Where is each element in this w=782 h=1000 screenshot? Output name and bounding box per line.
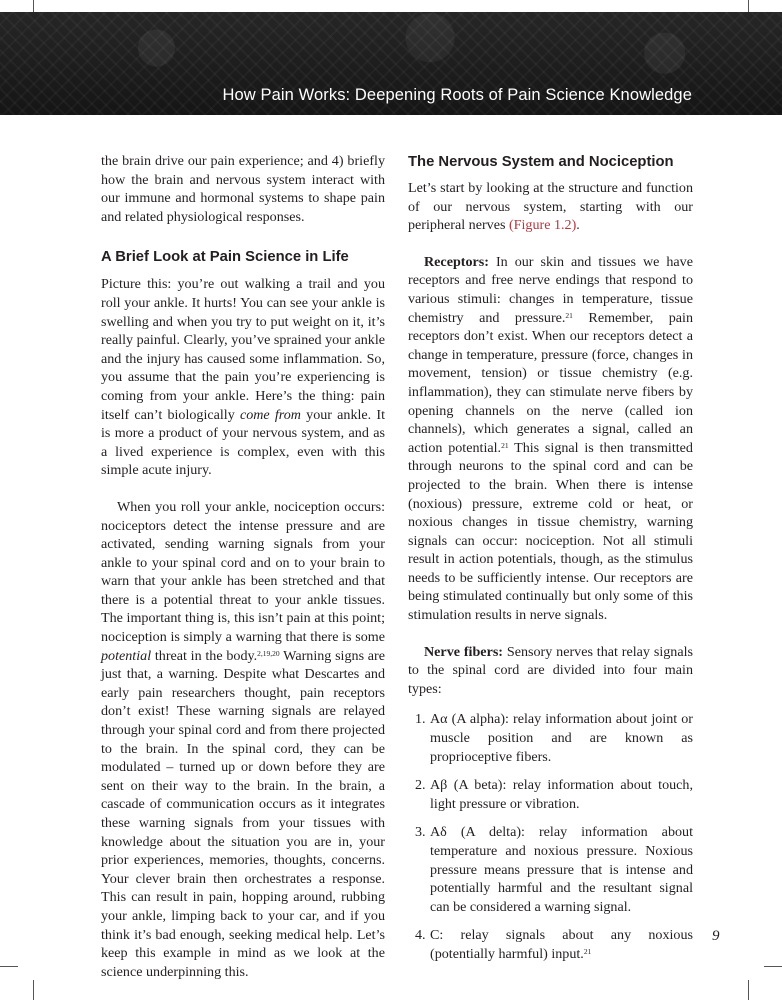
crop-mark: [748, 980, 749, 1000]
page-header-banner: [0, 12, 782, 115]
crop-mark: [0, 966, 18, 967]
page-number: 9: [712, 928, 720, 944]
figure-reference-link[interactable]: (Figure 1.2): [508, 217, 577, 234]
right-column: [408, 152, 693, 974]
list-item: 3. Aδ (A delta): relay information about temperature and noxious pressure. Noxious pressure means pressure that is intense and potentially harmful and the resultant signal can be considered a warning signal.: [415, 824, 693, 915]
list-item: 4. C: relay signals about any noxious (potentially harmful) input.$^{21}$: [415, 927, 693, 962]
crop-mark: [764, 966, 782, 967]
list-item: 2. Aβ (A beta): relay information about touch, light pressure or vibration.: [415, 777, 693, 812]
paragraph-ankle-example: Picture this: you’re out walking a trail and you roll your ankle. It hurts! You can see your ankle is swelling and when you try to put weight on it, it’s really painful. Clearly, you’ve sprained your ankle and the injury has caused some inflammation. So, you assume that the pain you’re experiencing is coming from your ankle. Here’s the thing: pain itself can’t biologically come from your ankle. It is more a product of your nervous system, and as a lived experience is complex, even with this simple acute injury.: [101, 276, 385, 479]
left-column: [101, 152, 385, 981]
running-header-title: How Pain Works: Deepening Roots of Pain Science Knowledge: [222, 86, 692, 104]
paragraph-nerve-fibers: Nerve fibers: Sensory nerves that relay signals to the spinal cord are divided into four main types:: [408, 643, 693, 697]
nerve-fiber-types-list: [408, 710, 693, 963]
paragraph-receptors: Receptors: In our skin and tissues we have receptors and free nerve endings that respond to various stimuli: changes in temperature, tissue chemistry and pressure.$^{21}$ Remember, pain receptors don’t exist. When our receptors detect a change in temperature, pressure (force, changes in movement, tension) or tissue chemistry (e.g. inflammation), they can stimulate nerve fibers by opening channels on the nerve (called ion channels), which generates a signal, called an action potential.$^{21}$ This signal is then transmitted through neurons to the spinal cord and can be projected to the brain. When there is intense (noxious) pressure, extreme cold or heat, or noxious changes in tissue chemistry, warning signals can occur: nociception. Not all stimuli result in action potentials, though, as the stimulus needs to be sufficiently intense. Our receptors are being stimulated continually but only some of this stimulation results in nerve signals.: [408, 253, 693, 624]
section-heading-pain-science: A Brief Look at Pain Science in Life: [101, 249, 349, 266]
paragraph-structure-intro: Let’s start by looking at the structure and function of our nervous system, starting with our peripheral nerves (Figure 1.2).: [408, 180, 693, 234]
list-item: 1. Aα (A alpha): relay information about joint or muscle position and are known as proprioceptive fibers.: [415, 711, 693, 765]
crop-mark: [33, 980, 34, 1000]
paragraph-nociception-example: When you roll your ankle, nociception occurs: nociceptors detect the intense pressure and are activated, sending warning signals from your ankle to your spinal cord and on to your brain to warn that your ankle has been stretched and that there is a potential threat to your ankle tissues. The important thing is, this isn’t pain at this point; nociception is simply a warning that there is some potential threat in the body.$^{2,19,20}$ Warning signs are just that, a warning. Despite what Descartes and early pain researchers thought, pain receptors don’t exist! These warning signals are relayed through your spinal cord and from there projected to the brain. In the spinal cord, they can be modulated – turned up or down before they are sent on their way to the brain. In the brain, a cascade of communication occurs as it integrates these warning signals from your tissues with knowledge about the situation you are in, your prior experiences, memories, thoughts, concerns. Your clever brain then orchestrates a response. This can result in pain, hopping around, rubbing your ankle, limping back to your car, and if you think it’s bad enough, seeking medical help. Let’s keep this example in mind as we look at the science underpinning this.: [101, 498, 385, 980]
intro-paragraph-end: the brain drive our pain experience; and 4) briefly how the brain and nervous system interact with our immune and hormonal systems to shape pain and related physiological responses.: [101, 153, 385, 225]
section-heading-nervous-system: The Nervous System and Nociception: [408, 154, 674, 170]
